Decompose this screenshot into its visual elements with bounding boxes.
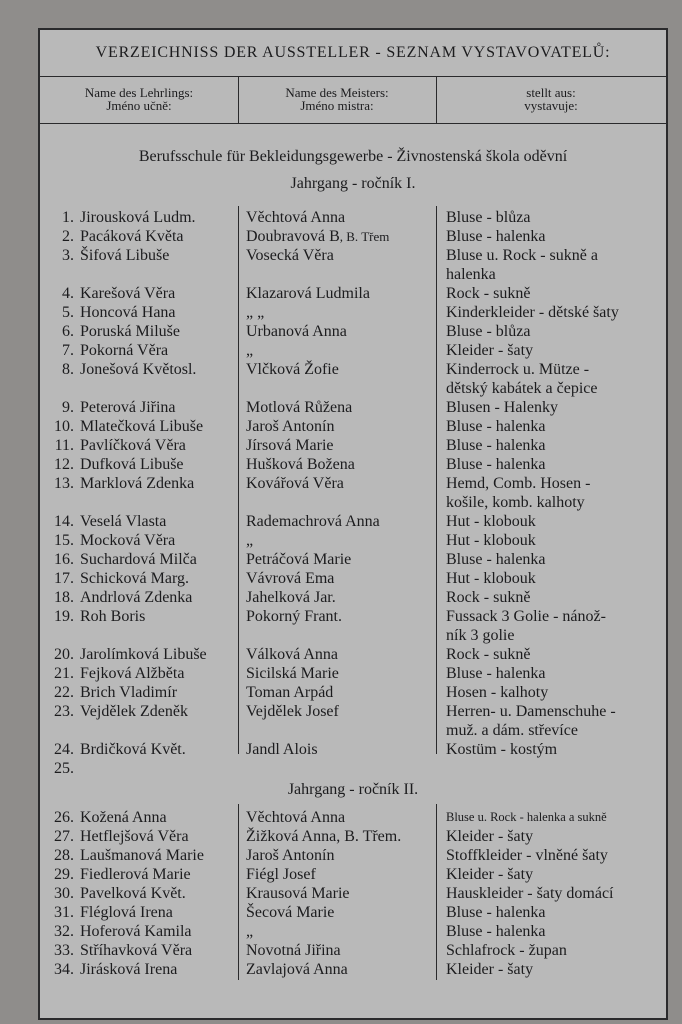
- entry-number: 8.: [62, 361, 74, 378]
- list-item: [40, 740, 666, 759]
- exhibit-text: Kleider - šaty: [446, 866, 534, 883]
- entry-number: 30.: [54, 885, 74, 902]
- list-item: [40, 903, 666, 922]
- entry-number: 12.: [54, 456, 74, 473]
- apprentice-name: Fléglová Irena: [80, 904, 173, 921]
- exhibit-text: Kleider - šaty: [446, 828, 534, 845]
- list-item: [40, 588, 666, 607]
- year-two-label: Jahrgang - ročník II.: [287, 781, 419, 798]
- master-name: Pokorný Frant.: [246, 608, 342, 625]
- entry-number: 19.: [54, 608, 74, 625]
- master-name: Šecová Marie: [246, 904, 335, 921]
- apprentice-name: Roh Boris: [80, 608, 146, 625]
- list-item: [40, 436, 666, 455]
- entry-number: 7.: [62, 342, 74, 359]
- apprentice-name: Brich Vladimír: [80, 684, 178, 701]
- entry-number: 29.: [54, 866, 74, 883]
- master-name: „ „: [246, 304, 265, 321]
- exhibit-text: Schlafrock - župan: [446, 942, 567, 959]
- apprentice-name: Pacáková Květa: [80, 228, 184, 245]
- apprentice-name: Veselá Vlasta: [80, 513, 167, 530]
- apprentice-name: Dufková Libuše: [80, 456, 184, 473]
- entry-number: 1.: [62, 209, 74, 226]
- exhibit-text: Hut - klobouk: [446, 570, 536, 587]
- column-header-master-cz: Jméno mistra:: [300, 98, 374, 113]
- list-item: [40, 664, 666, 683]
- title-rule: [40, 76, 666, 77]
- list-item: [40, 827, 666, 846]
- master-name: Válková Anna: [246, 646, 338, 663]
- master-name: „: [246, 532, 254, 549]
- list-item: [40, 759, 666, 778]
- header-rule: [40, 123, 666, 124]
- apprentice-name: Fejková Alžběta: [80, 665, 185, 682]
- entry-number: 25.: [54, 760, 74, 777]
- exhibit-text: Rock - sukně: [446, 285, 531, 302]
- list-item: [40, 227, 666, 246]
- column-header-exhibits-cz: vystavuje:: [524, 98, 578, 113]
- list-item: [40, 702, 666, 739]
- apprentice-name: Jonešová Květosl.: [80, 361, 197, 378]
- apprentice-name: Jirousková Ludm.: [80, 209, 196, 226]
- list-item: [40, 417, 666, 436]
- list-item: [40, 398, 666, 417]
- master-name: Klazarová Ludmila: [246, 285, 370, 302]
- master-name: Urbanová Anna: [246, 323, 347, 340]
- column-divider: [436, 804, 437, 980]
- entry-number: 5.: [62, 304, 74, 321]
- exhibit-text: Kleider - šaty: [446, 961, 534, 978]
- list-item: [40, 531, 666, 550]
- document-title: VERZEICHNISS DER AUSSTELLER - SEZNAM VYSTAVOVATELŮ:: [95, 44, 611, 61]
- entry-number: 11.: [54, 437, 74, 454]
- entry-number: 2.: [62, 228, 74, 245]
- master-name: Motlová Růžena: [246, 399, 353, 416]
- entry-number: 32.: [54, 923, 74, 940]
- list-item: [40, 246, 666, 283]
- list-item: [40, 683, 666, 702]
- apprentice-name: Suchardová Milča: [80, 551, 197, 568]
- entry-number: 26.: [54, 809, 74, 826]
- master-name: Krausová Marie: [246, 885, 350, 902]
- list-item: [40, 550, 666, 569]
- master-name: Jírsová Marie: [246, 437, 334, 454]
- master-name: Věchtová Anna: [246, 209, 346, 226]
- master-name: Jahelková Jar.: [246, 589, 336, 606]
- header-divider: [436, 76, 437, 124]
- exhibit-text: košile, komb. kalhoty: [446, 494, 585, 511]
- master-name: Kovářová Věra: [246, 475, 344, 492]
- exhibit-text: Hosen - kalhoty: [446, 684, 549, 701]
- apprentice-name: Schicková Marg.: [80, 570, 190, 587]
- entry-number: 13.: [54, 475, 74, 492]
- apprentice-name: Jarolímková Libuše: [80, 646, 207, 663]
- master-name: Vosecká Věra: [246, 247, 334, 264]
- exhibit-text: Kinderkleider - dětské šaty: [446, 304, 619, 321]
- exhibit-text: Rock - sukně: [446, 646, 531, 663]
- exhibit-text: Herren- u. Damenschuhe -: [446, 703, 616, 720]
- apprentice-name: Marklová Zdenka: [80, 475, 195, 492]
- master-name: Sicilská Marie: [246, 665, 339, 682]
- exhibit-text: Bluse - halenka: [446, 437, 546, 454]
- apprentice-name: Andrlová Zdenka: [80, 589, 193, 606]
- apprentice-name: Jirásková Irena: [80, 961, 178, 978]
- entry-number: 28.: [54, 847, 74, 864]
- exhibit-text: dětský kabátek a čepice: [446, 380, 598, 397]
- master-name: Novotná Jiřina: [246, 942, 341, 959]
- entry-number: 34.: [54, 961, 74, 978]
- entry-number: 22.: [54, 684, 74, 701]
- list-item: [40, 941, 666, 960]
- exhibit-text: Fussack 3 Golie - nánož-: [446, 608, 606, 625]
- master-name: Hušková Božena: [246, 456, 355, 473]
- column-header-apprentice-de: Name des Lehrlings:: [84, 85, 194, 100]
- master-name: Jaroš Antonín: [246, 847, 335, 864]
- master-name: „: [246, 923, 254, 940]
- exhibit-text: Bluse - halenka: [446, 418, 546, 435]
- list-item: [40, 360, 666, 397]
- apprentice-name: Karešová Věra: [80, 285, 176, 302]
- entry-number: 27.: [54, 828, 74, 845]
- list-item: [40, 960, 666, 979]
- list-item: [40, 922, 666, 941]
- exhibit-text: Hut - klobouk: [446, 513, 536, 530]
- list-item: [40, 512, 666, 531]
- list-item: [40, 808, 666, 827]
- exhibit-text: Bluse u. Rock - halenka a sukně: [446, 810, 607, 824]
- master-name: Rademachrová Anna: [246, 513, 380, 530]
- exhibit-text: ník 3 golie: [446, 627, 515, 644]
- entry-number: 24.: [54, 741, 74, 758]
- exhibit-text: Bluse - blůza: [446, 209, 531, 226]
- entry-number: 10.: [54, 418, 74, 435]
- school-name: Berufsschule für Bekleidungsgewerbe - Živnostenská škola oděvní: [138, 148, 568, 165]
- apprentice-name: Pokorná Věra: [80, 342, 169, 359]
- entry-number: 18.: [54, 589, 74, 606]
- master-name: Věchtová Anna: [246, 809, 346, 826]
- list-item: [40, 341, 666, 360]
- exhibit-text: Rock - sukně: [446, 589, 531, 606]
- column-header-apprentice: [40, 86, 238, 112]
- master-name: Doubravová B, B. Třem: [246, 228, 390, 245]
- entry-number: 20.: [54, 646, 74, 663]
- exhibit-text: Bluse - halenka: [446, 923, 546, 940]
- column-divider: [238, 804, 239, 980]
- entry-number: 15.: [54, 532, 74, 549]
- list-item: [40, 884, 666, 903]
- apprentice-name: Šifová Libuše: [80, 247, 170, 264]
- list-item: [40, 322, 666, 341]
- column-header-master-de: Name des Meisters:: [285, 85, 389, 100]
- apprentice-name: Mocková Věra: [80, 532, 176, 549]
- entry-number: 4.: [62, 285, 74, 302]
- exhibit-text: Kleider - šaty: [446, 342, 534, 359]
- entry-number: 23.: [54, 703, 74, 720]
- apprentice-name: Peterová Jiřina: [80, 399, 176, 416]
- column-header-exhibits: [436, 86, 666, 112]
- exhibit-text: Bluse - halenka: [446, 665, 546, 682]
- master-name: Fiégl Josef: [246, 866, 316, 883]
- apprentice-name: Hoferová Kamila: [80, 923, 192, 940]
- master-name: Toman Arpád: [246, 684, 334, 701]
- master-name: Vlčková Žofie: [246, 361, 339, 378]
- master-note: , B. Třem: [339, 229, 390, 244]
- document-page: [38, 28, 668, 1020]
- apprentice-name: Fiedlerová Marie: [80, 866, 191, 883]
- column-divider: [238, 206, 239, 754]
- exhibit-text: Kostüm - kostým: [446, 741, 558, 758]
- list-item: [40, 284, 666, 303]
- apprentice-name: Hetflejšová Věra: [80, 828, 189, 845]
- master-name: „: [246, 342, 254, 359]
- exhibit-text: Stoffkleider - vlněné šaty: [446, 847, 608, 864]
- list-item: [40, 569, 666, 588]
- entry-number: 9.: [62, 399, 74, 416]
- entry-number: 21.: [54, 665, 74, 682]
- exhibit-text: Hemd, Comb. Hosen -: [446, 475, 591, 492]
- list-item: [40, 865, 666, 884]
- entry-number: 6.: [62, 323, 74, 340]
- apprentice-name: Brdičková Květ.: [80, 741, 186, 758]
- column-header-master: [238, 86, 436, 112]
- exhibit-text: Blusen - Halenky: [446, 399, 558, 416]
- year-one-label: Jahrgang - ročník I.: [290, 175, 416, 192]
- exhibit-text: Bluse - blůza: [446, 323, 531, 340]
- apprentice-name: Mlatečková Libuše: [80, 418, 204, 435]
- entry-number: 31.: [54, 904, 74, 921]
- exhibit-text: muž. a dám. střevíce: [446, 722, 578, 739]
- entry-number: 3.: [62, 247, 74, 264]
- entry-number: 16.: [54, 551, 74, 568]
- apprentice-name: Stříhavková Věra: [80, 942, 193, 959]
- master-name: Petráčová Marie: [246, 551, 352, 568]
- master-name: Jandl Alois: [246, 741, 318, 758]
- column-divider: [436, 206, 437, 754]
- exhibit-text: Bluse - halenka: [446, 551, 546, 568]
- exhibit-text: Hauskleider - šaty domácí: [446, 885, 614, 902]
- column-header-exhibits-de: stellt aus:: [526, 85, 576, 100]
- list-item: [40, 846, 666, 865]
- column-header-apprentice-cz: Jméno učně:: [106, 98, 172, 113]
- apprentice-name: Pavlíčková Věra: [80, 437, 186, 454]
- header-divider: [238, 76, 239, 124]
- apprentice-name: Vejdělek Zdeněk: [80, 703, 188, 720]
- list-item: [40, 607, 666, 644]
- master-name: Vávrová Ema: [246, 570, 335, 587]
- exhibit-text: Bluse - halenka: [446, 228, 546, 245]
- apprentice-name: Kožená Anna: [80, 809, 167, 826]
- entry-number: 33.: [54, 942, 74, 959]
- apprentice-name: Laušmanová Marie: [80, 847, 204, 864]
- list-item: [40, 455, 666, 474]
- apprentice-name: Honcová Hana: [80, 304, 176, 321]
- entry-number: 17.: [54, 570, 74, 587]
- apprentice-name: Pavelková Květ.: [80, 885, 186, 902]
- master-name: Zavlajová Anna: [246, 961, 348, 978]
- exhibit-text: halenka: [446, 266, 496, 283]
- list-item: [40, 208, 666, 227]
- list-item: [40, 474, 666, 511]
- exhibit-text: Hut - klobouk: [446, 532, 536, 549]
- exhibit-text: Kinderrock u. Mütze -: [446, 361, 590, 378]
- entry-number: 14.: [54, 513, 74, 530]
- exhibit-text: Bluse - halenka: [446, 904, 546, 921]
- exhibit-text: Bluse u. Rock - sukně a: [446, 247, 598, 264]
- master-name: Jaroš Antonín: [246, 418, 335, 435]
- master-name: Vejdělek Josef: [246, 703, 339, 720]
- exhibit-text: Bluse - halenka: [446, 456, 546, 473]
- master-name: Žižková Anna, B. Třem.: [246, 828, 402, 845]
- list-item: [40, 645, 666, 664]
- apprentice-name: Poruská Miluše: [80, 323, 180, 340]
- list-item: [40, 303, 666, 322]
